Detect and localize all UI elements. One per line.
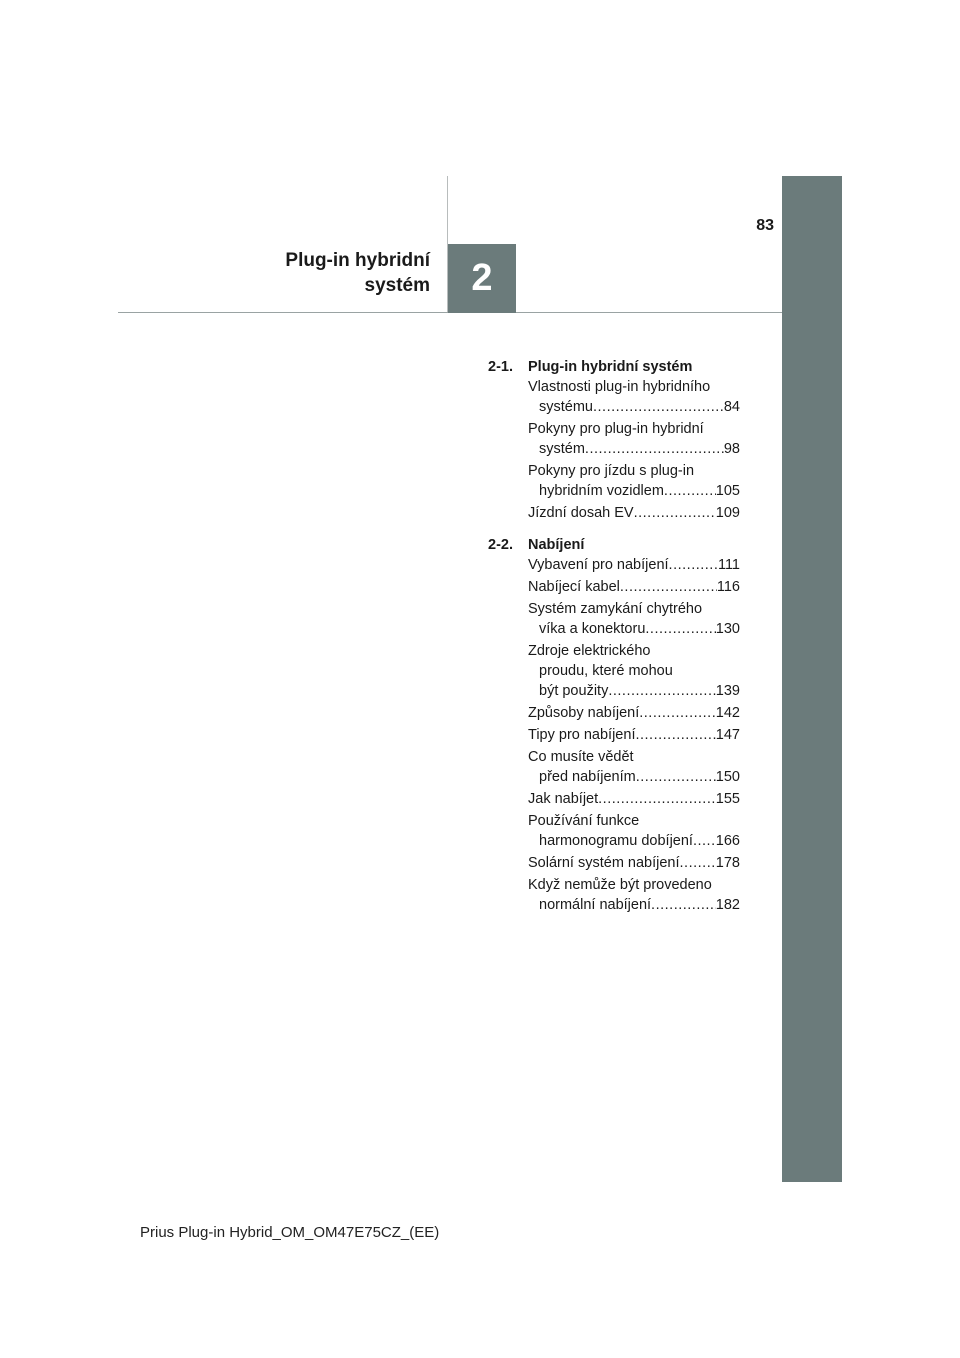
toc-entry-text: Pokyny pro plug-in hybridní [528,421,704,437]
toc-entry-text: proudu, které mohou [539,663,673,679]
toc-page-number: 84 [723,399,740,415]
toc-page-number: 98 [723,441,740,457]
toc-entry[interactable] [488,461,740,501]
toc-entry-text: Když nemůže být provedeno [528,877,712,893]
toc-entry[interactable] [488,853,740,873]
toc-entry-text: harmonogramu dobíjení [539,833,693,849]
dot-leader [608,681,715,701]
chapter-number-badge: 2 [448,244,516,313]
toc-entry-text: systém [539,441,585,457]
toc-entry[interactable] [488,811,740,851]
chapter-tab-bar [782,176,842,1182]
toc-entry[interactable] [488,377,740,417]
toc-page-number: 130 [715,621,740,637]
dot-leader [598,789,716,809]
toc-entry-text: víka a konektoru [539,621,646,637]
toc-entry-text: být použity [539,683,609,699]
toc-entry[interactable] [488,503,740,523]
toc-entry-text: Vlastnosti plug-in hybridního [528,379,711,395]
toc-entry-text: Pokyny pro jízdu s plug-in [528,463,695,479]
dot-leader [693,831,716,851]
chapter-title-line1: Plug-in hybridní [285,250,430,271]
toc-entry-text: normální nabíjení [539,897,652,913]
toc-page-number: 147 [715,727,740,743]
section-heading [488,531,740,553]
dot-leader [634,503,716,523]
toc-entry-text: Solární systém nabíjení [528,855,680,871]
toc-entry[interactable] [488,555,740,575]
toc-entry-text: Způsoby nabíjení [528,705,640,721]
toc-entry-text: Jak nabíjet [528,791,599,807]
toc-page-number: 150 [715,769,740,785]
toc-entry-text: Co musíte vědět [528,749,634,765]
section-title: Nabíjení [528,537,585,553]
dot-leader [639,703,716,723]
toc-page-number: 155 [715,791,740,807]
toc-entry-text: Tipy pro nabíjení [528,727,636,743]
dot-leader [680,853,716,873]
dot-leader [636,767,716,787]
toc-entry[interactable] [488,747,740,787]
footer-document-id: Prius Plug-in Hybrid_OM_OM47E75CZ_(EE) [140,1224,440,1241]
dot-leader [645,619,715,639]
toc-entry-text: hybridním vozidlem [539,483,664,499]
toc-page-number: 166 [715,833,740,849]
toc-entry-text: Jízdní dosah EV [528,505,634,521]
toc-entry-text: systému [539,399,593,415]
toc-entry[interactable] [488,577,740,597]
toc-entry-text: Zdroje elektrického [528,643,651,659]
page-number: 83 [756,217,774,234]
toc-page-number: 142 [715,705,740,721]
dot-leader [585,439,724,459]
toc-page-number: 139 [715,683,740,699]
table-of-contents [488,353,740,915]
dot-leader [651,895,716,915]
toc-page-number: 105 [715,483,740,499]
toc-entry[interactable] [488,641,740,701]
dot-leader [669,555,718,575]
toc-page-number: 116 [716,579,740,595]
section-title: Plug-in hybridní systém [528,359,693,375]
toc-entry[interactable] [488,419,740,459]
section-number: 2-2. [488,537,513,553]
dot-leader [635,725,715,745]
toc-entry[interactable] [488,875,740,915]
toc-entry-text: Používání funkce [528,813,640,829]
section-number: 2-1. [488,359,513,375]
dot-leader [593,397,724,417]
toc-entry[interactable] [488,789,740,809]
toc-entry-text: před nabíjením [539,769,636,785]
toc-entry-text: Nabíjecí kabel [528,579,620,595]
toc-page-number: 178 [715,855,740,871]
toc-page-number: 109 [715,505,740,521]
toc-page-number: 182 [715,897,740,913]
toc-entry[interactable] [488,599,740,639]
toc-page-number: 111 [717,557,740,573]
dot-leader [664,481,716,501]
chapter-title [180,248,430,298]
section-heading [488,353,740,375]
dot-leader [620,577,717,597]
toc-entry-text: Vybavení pro nabíjení [528,557,669,573]
toc-entry[interactable] [488,725,740,745]
toc-entry[interactable] [488,703,740,723]
chapter-title-line2: systém [364,275,430,296]
toc-entry-text: Systém zamykání chytrého [528,601,703,617]
